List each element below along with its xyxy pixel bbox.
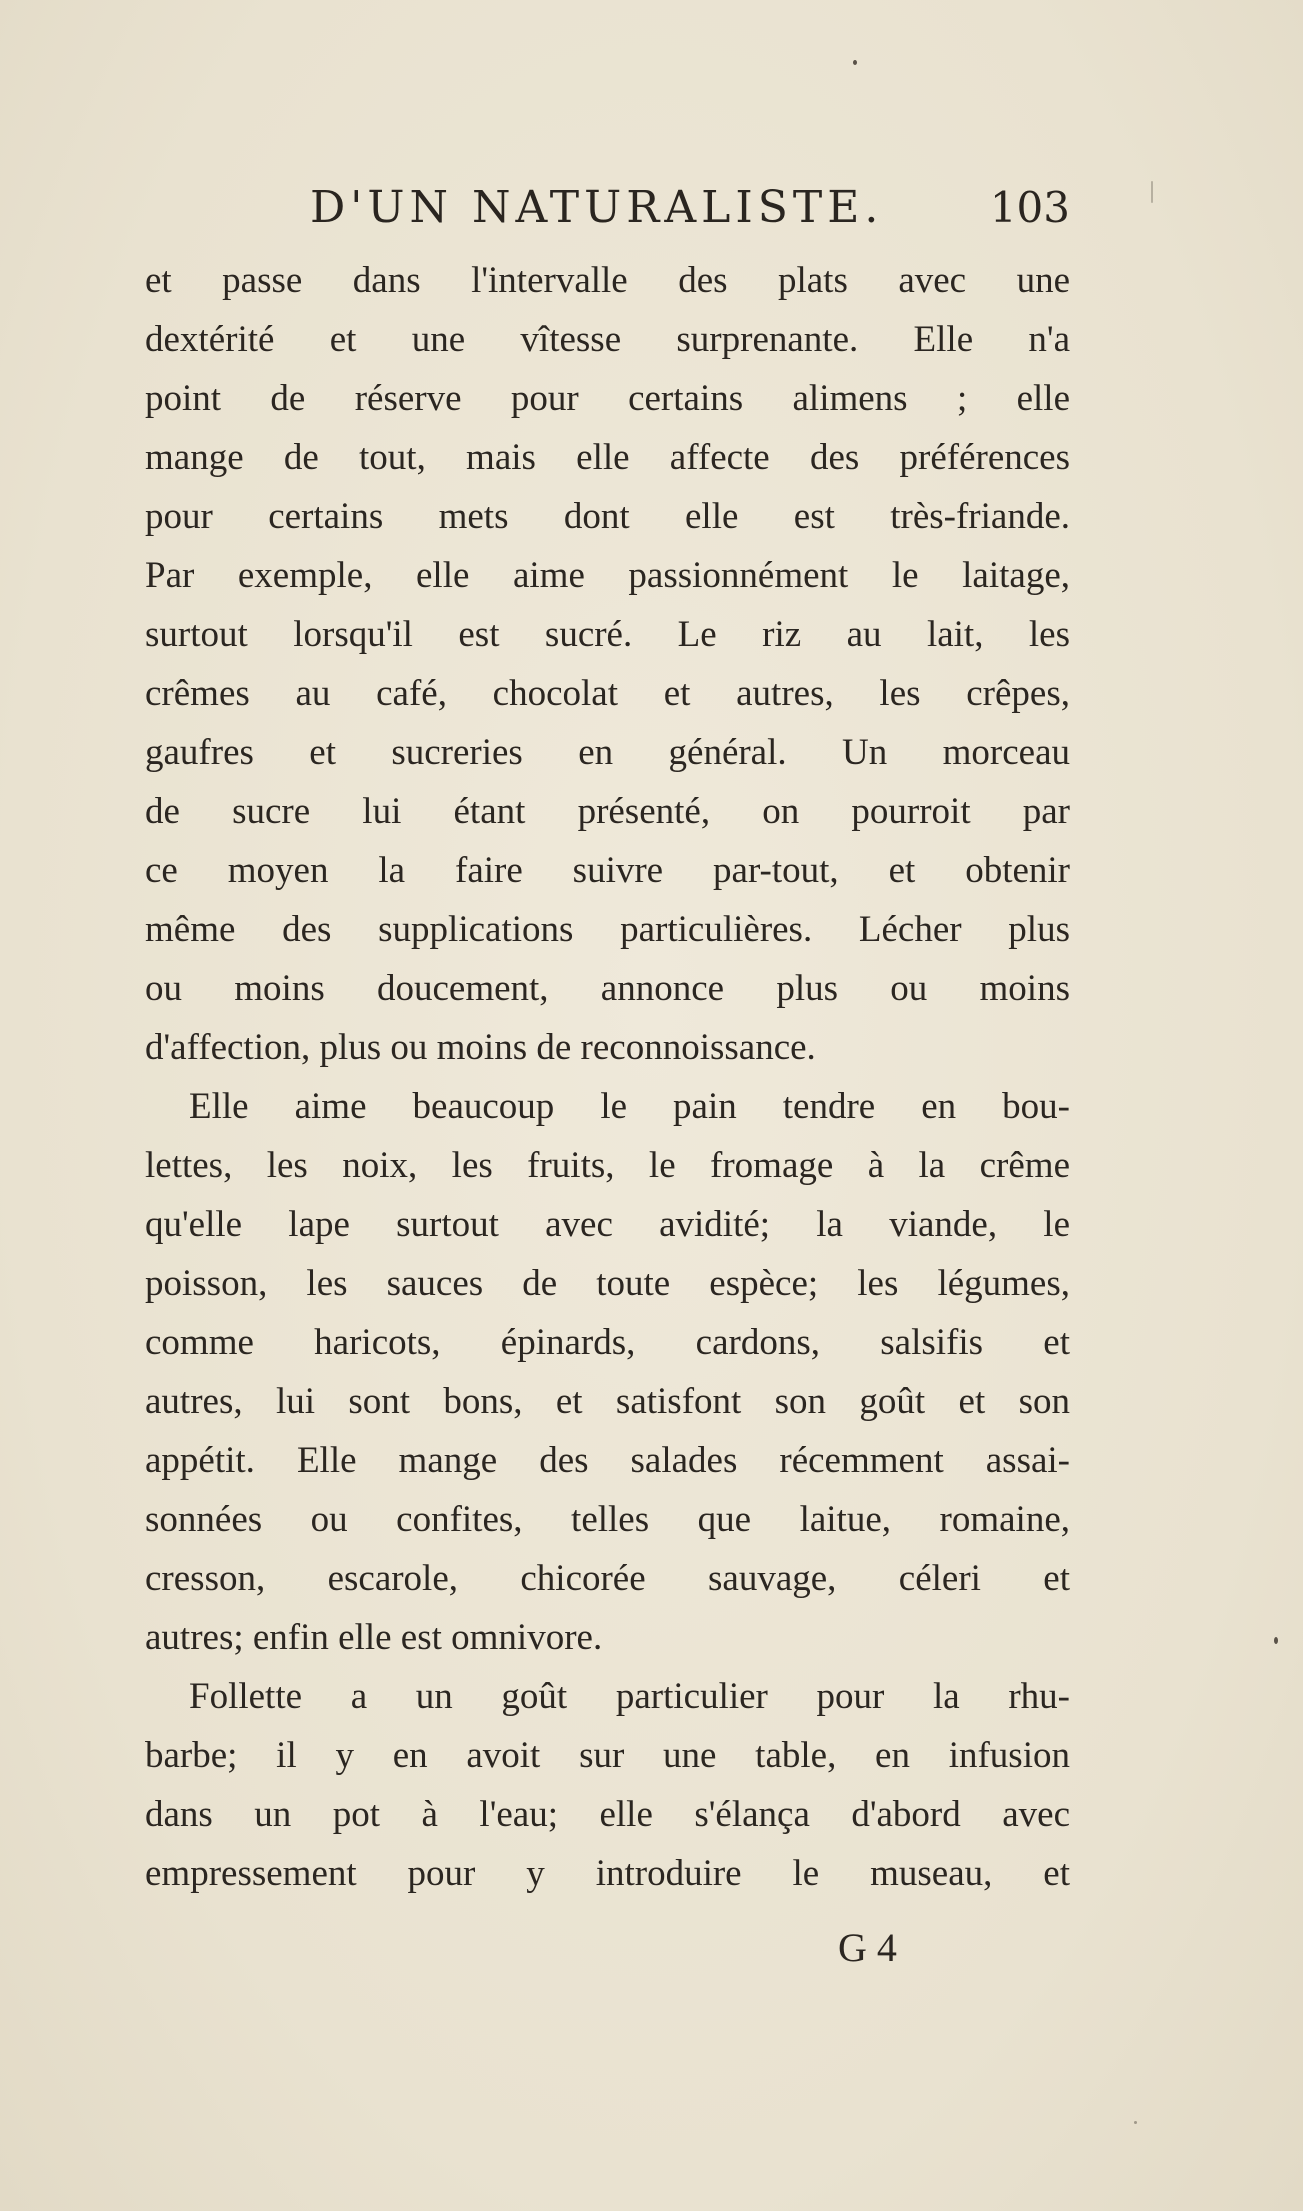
text-line: barbe; il y en avoit sur une table, en infusion <box>145 1735 1070 1776</box>
text-line: sonnées ou confites, telles que laitue, romaine, <box>145 1499 1070 1540</box>
paper-speck <box>1151 181 1153 203</box>
text-line: dans un pot à l'eau; elle s'élança d'abord avec <box>145 1794 1070 1835</box>
text-line: appétit. Elle mange des salades récemment assai- <box>145 1440 1070 1481</box>
paper-speck <box>853 60 857 65</box>
page-number: 103 <box>989 183 1070 232</box>
paragraph-start-line: Follette a un goût particulier pour la rhu- <box>189 1676 1070 1717</box>
body-text <box>145 251 1070 1903</box>
text-line: mange de tout, mais elle affecte des préférences <box>145 437 1070 478</box>
text-line: surtout lorsqu'il est sucré. Le riz au lait, les <box>145 614 1070 655</box>
text-line: autres, lui sont bons, et satisfont son goût et son <box>145 1381 1070 1422</box>
paragraph-end-line: autres; enfin elle est omnivore. <box>145 1617 603 1658</box>
text-line: comme haricots, épinards, cardons, salsifis et <box>145 1322 1070 1363</box>
text-line: qu'elle lape surtout avec avidité; la viande, le <box>145 1204 1070 1245</box>
text-line: de sucre lui étant présenté, on pourroit par <box>145 791 1070 832</box>
text-line: lettes, les noix, les fruits, le fromage à la crême <box>145 1145 1070 1186</box>
text-line: Par exemple, elle aime passionnément le laitage, <box>145 555 1070 596</box>
text-line: poisson, les sauces de toute espèce; les légumes, <box>145 1263 1070 1304</box>
paragraph-end-line: d'affection, plus ou moins de reconnoissance. <box>145 1027 816 1068</box>
text-line: et passe dans l'intervalle des plats avec une <box>145 260 1070 301</box>
paper-speck <box>1134 2121 1137 2124</box>
paragraph-start-line: Elle aime beaucoup le pain tendre en bou- <box>189 1086 1070 1127</box>
running-head-title: D'UN NATURALISTE. <box>310 182 884 233</box>
text-line: dextérité et une vîtesse surprenante. Elle n'a <box>145 319 1070 360</box>
text-line: empressement pour y introduire le museau, et <box>145 1853 1070 1894</box>
text-line: ce moyen la faire suivre par-tout, et obtenir <box>145 850 1070 891</box>
signature-mark: G 4 <box>838 1925 897 1970</box>
text-line: gaufres et sucreries en général. Un morceau <box>145 732 1070 773</box>
text-line: pour certains mets dont elle est très-friande. <box>145 496 1070 537</box>
paper-speck <box>1274 1637 1278 1644</box>
text-line: cresson, escarole, chicorée sauvage, céleri et <box>145 1558 1070 1599</box>
text-line: ou moins doucement, annonce plus ou moins <box>145 968 1070 1009</box>
text-line: crêmes au café, chocolat et autres, les crêpes, <box>145 673 1070 714</box>
running-head <box>145 178 1070 238</box>
text-line: point de réserve pour certains alimens ; elle <box>145 378 1070 419</box>
text-line: même des supplications particulières. Lécher plus <box>145 909 1070 950</box>
